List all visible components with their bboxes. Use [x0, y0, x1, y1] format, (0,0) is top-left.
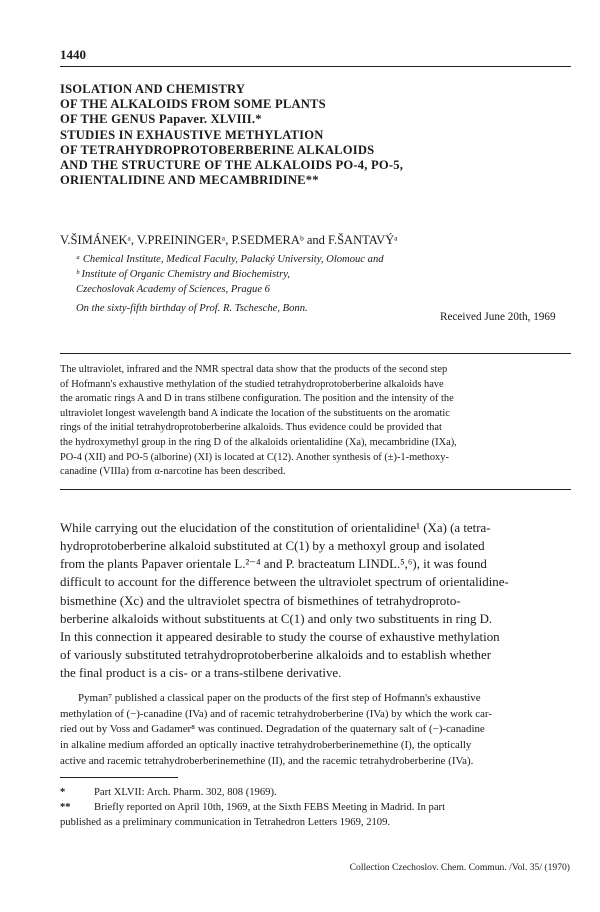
footnote-mark: * [60, 787, 66, 798]
affiliations [76, 252, 384, 298]
abstract-line: of Hofmann's exhaustive methylation of the studied tetrahydroprotoberberine alkaloids have [60, 378, 444, 390]
affiliation-line: ᵇ Institute of Organic Chemistry and Biochemistry, [76, 269, 291, 281]
abstract-line: ultraviolet longest wavelength band A indicate the location of the substituents on the aromatic [60, 407, 450, 419]
header-rule [60, 66, 571, 67]
abstract [60, 363, 571, 480]
authors: V.ŠIMÁNEKᵃ, V.PREININGERᵃ, P.SEDMERAᵇ and F.ŠANTAVÝᵃ [60, 233, 398, 247]
title-line: OF TETRAHYDROPROTOBERBERINE ALKALOIDS [60, 142, 375, 157]
footnote [60, 800, 571, 815]
body-paragraph [60, 519, 571, 682]
body-line: the final product is a cis- or a trans-stilbene derivative. [60, 666, 342, 681]
body-line: While carrying out the elucidation of the constitution of orientalidine¹ (Xa) (a tetra- [60, 521, 491, 535]
body-line: active and racemic tetrahydroberberinemethine (II), and the racemic tetrahydroberberine (IVa). [60, 754, 474, 767]
footnote-text: Part XLVII: Arch. Pharm. 302, 808 (1969). [94, 787, 277, 798]
affiliation-line: Czechoslovak Academy of Sciences, Prague 6 [76, 284, 270, 296]
body-line: difficult to account for the difference between the ultraviolet spectrum of orientalidine- [60, 575, 509, 590]
body-paragraph-small [60, 691, 571, 770]
body-line: bismethine (Xc) and the ultraviolet spectra of bismethines of tetrahydroproto- [60, 593, 461, 608]
footnote [60, 785, 571, 800]
body-line: of variously substituted tetrahydroprotoberberine alkaloids and to establish whether [60, 648, 492, 663]
body-line: in alkaline medium afforded an optically inactive tetrahydroberberinemethine (I), the optically [60, 739, 472, 752]
footnote-rule [60, 777, 178, 778]
title-line: ISOLATION AND CHEMISTRY [60, 82, 246, 96]
body-line: methylation of (−)-canadine (IVa) and of racemic tetrahydroberberine (IVa) by which the work car- [60, 707, 492, 720]
dedication: On the sixty-fifth birthday of Prof. R. Tschesche, Bonn. [76, 303, 308, 314]
article-title [60, 82, 403, 188]
body-line: hydroprotoberberine alkaloid substituted at C(1) by a methoxyl group and isolated [60, 539, 485, 554]
abstract-top-rule [60, 353, 571, 354]
abstract-line: The ultraviolet, infrared and the NMR spectral data show that the products of the second step [60, 364, 448, 375]
title-line: OF THE ALKALOIDS FROM SOME PLANTS [60, 97, 326, 112]
body-line: ried out by Voss and Gadamer⁸ was continued. Degradation of the quaternary salt of (−)-canadine [60, 723, 485, 736]
title-line: AND THE STRUCTURE OF THE ALKALOIDS PO-4, PO-5, [60, 158, 404, 173]
footnote-mark: ** [60, 802, 71, 814]
body-line: berberine alkaloids without substituents at C(1) and only two substituents in ring D. [60, 611, 493, 626]
abstract-line: rings of the initial tetrahydroprotoberberine alkaloids. Thus evidence could be provided that [60, 422, 442, 434]
abstract-bottom-rule [60, 489, 571, 490]
abstract-line: PO-4 (XII) and PO-5 (alborine) (XI) is located at C(12). Another synthesis of (±)-1-methoxy- [60, 451, 449, 463]
title-line: STUDIES IN EXHAUSTIVE METHYLATION [60, 127, 324, 142]
received-date: Received June 20th, 1969 [440, 311, 556, 323]
affiliation-line: ᵃ Chemical Institute, Medical Faculty, Palacký University, Olomouc and [76, 254, 384, 265]
title-line: OF THE GENUS Papaver. XLVIII.* [60, 112, 262, 127]
journal-footer: Collection Czechoslov. Chem. Commun. /Vol. 35/ (1970) [349, 862, 570, 873]
body-line: from the plants Papaver orientale L.²⁻⁴ and P. bracteatum LINDL.⁵,⁶), it was found [60, 557, 487, 572]
footnotes [60, 785, 571, 831]
abstract-line: the aromatic rings A and D in trans stilbene configuration. The position and the intensity of the [60, 393, 454, 405]
footnote-continuation: published as a preliminary communication in Tetrahedron Letters 1969, 2109. [60, 817, 391, 829]
body-line: In this connection it appeared desirable to study the course of exhaustive methylation [60, 629, 500, 644]
body-line: Pyman⁷ published a classical paper on the products of the first step of Hofmann's exhaustive [78, 692, 481, 704]
title-line: ORIENTALIDINE AND MECAMBRIDINE** [60, 173, 319, 188]
abstract-line: canadine (VIIIa) from α-narcotine has been described. [60, 466, 286, 478]
abstract-line: the hydroxymethyl group in the ring D of the alkaloids orientalidine (Xa), mecambridine (IXa), [60, 436, 457, 448]
page-number: 1440 [60, 47, 86, 62]
footnote-text: Briefly reported on April 10th, 1969, at the Sixth FEBS Meeting in Madrid. In part [94, 802, 446, 814]
